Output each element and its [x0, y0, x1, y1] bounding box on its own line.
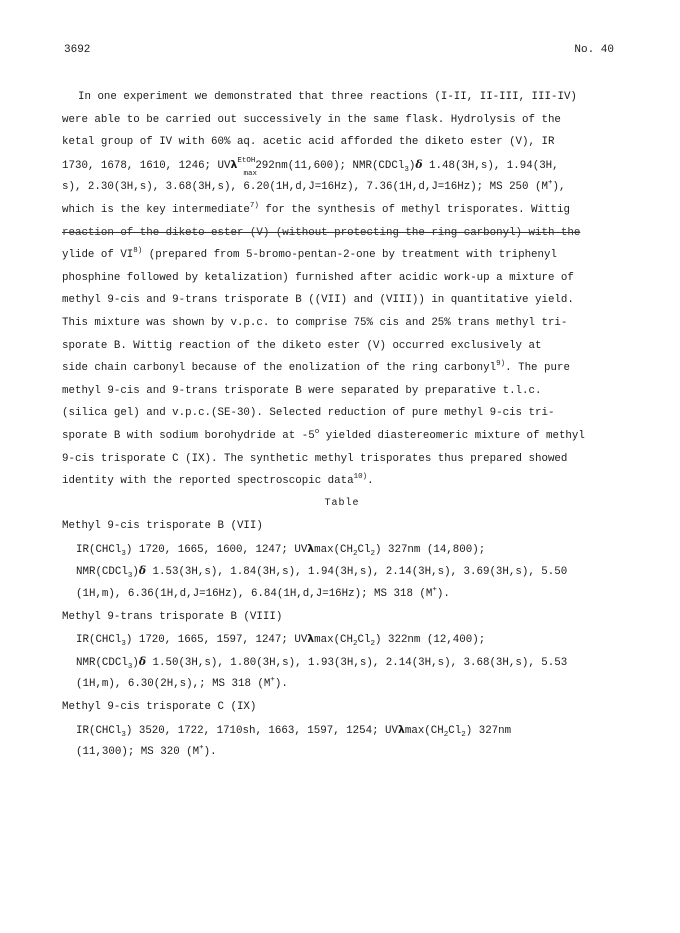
- page-number: 3692: [64, 44, 91, 56]
- compound-name: Methyl 9-cis trisporate B (VII): [62, 520, 263, 533]
- table-line: IR(CHCl$_3$) 1720, 1665, 1597, 1247; $UV\lambda\max(CH_2Cl_2)$ 322nm (12,400);: [76, 632, 486, 649]
- reference-8: 8): [133, 247, 143, 256]
- reference-9: 9): [496, 360, 506, 369]
- text-line: were able to be carried out successively in the same flask. Hydrolysis of the: [62, 113, 561, 126]
- reference-7: 7): [249, 201, 259, 210]
- text-line: ylide of VI$^{8)}$ (prepared from 5-bromo-pentan-2-one by treatment with triphenyl: [62, 247, 557, 262]
- main-text: [62, 86, 622, 764]
- table-line: (1H,m), 6.30(2H,s),; MS 318 (M+).: [76, 676, 288, 691]
- reference-10: 10): [353, 473, 368, 482]
- text-line: which is the key intermediate$^{7)}$ for the synthesis of methyl trisporates. Wittig: [62, 201, 570, 216]
- table-line: IR(CHCl$_3$) 1720, 1665, 1600, 1247; $UV\lambda\max(CH_2Cl_2)$ 327nm (14,800);: [76, 541, 486, 558]
- table-line: IR(CHCl$_3$) 3520, 1722, 1710sh, 1663, 1597, 1254; $UV\lambda\max(CH_2Cl_2)$ 327nm: [76, 722, 512, 739]
- text-line: 9-cis trisporate C (IX). The synthetic methyl trisporates thus prepared showed: [62, 452, 568, 465]
- text-line: s), 2.30(3H,s), 3.68(3H,s), 6.20(1H,d,J=16Hz), 7.36(1H,d,J=16Hz); MS 250 (M+),: [62, 179, 566, 194]
- text-line: 1730, 1678, 1610, 1246; UVλ$^{EtOH}$ max 292nm(11,600); NMR(CDCl$_3$)δ 1.48(3H,s), 1.94(3H,: [62, 154, 622, 177]
- text-line: phosphine followed by ketalization) furnished after acidic work-up a mixture of: [62, 271, 574, 284]
- issue-number: No. 40: [574, 44, 614, 56]
- text-line: (silica gel) and v.p.c.(SE-30). Selected reduction of pure methyl 9-cis tri-: [62, 407, 555, 420]
- text-line: methyl 9-cis and 9-trans trisporate B ((VII) and (VIII)) in quantitative yield.: [62, 294, 574, 307]
- text-line: reaction of the diketo ester (V) (without protecting the ring carbonyl) with the: [62, 226, 581, 239]
- table-line: (1H,m), 6.36(1H,d,J=16Hz), 6.84(1H,d,J=16Hz); MS 318 (M+).: [76, 586, 450, 601]
- compound-name: Methyl 9-trans trisporate B (VIII): [62, 610, 283, 623]
- uv-lambda-max: $\lambda^{EtOH}$ max: [230, 156, 257, 178]
- text-line: sporate B with sodium borohydride at -5$^o$ yielded diastereomeric mixture of methyl: [62, 427, 585, 442]
- degree-symbol: o: [314, 427, 320, 436]
- text-line: ketal group of IV with 60% aq. acetic acid afforded the diketo ester (V), IR: [62, 136, 555, 149]
- text-line: sporate B. Wittig reaction of the diketo ester (V) occurred exclusively at: [62, 339, 542, 352]
- delta-symbol: δ: [415, 157, 423, 171]
- text-line: side chain carbonyl because of the enolization of the ring carbonyl$^{9)}$. The pure: [62, 360, 570, 375]
- table-line: NMR(CDCl$_3$)δ 1.50(3H,s), 1.80(3H,s), 1.93(3H,s), 2.14(3H,s), 3.68(3H,s), 5.53: [76, 654, 568, 671]
- table-title: Table: [324, 497, 360, 509]
- text-line: methyl 9-cis and 9-trans trisporate B were separated by preparative t.l.c.: [62, 384, 542, 397]
- text-line: This mixture was shown by v.p.c. to comprise 75% cis and 25% trans methyl tri-: [62, 316, 568, 329]
- table-line: (11,300); MS 320 (M+).: [76, 744, 217, 759]
- compound-name: Methyl 9-cis trisporate C (IX): [62, 701, 257, 714]
- text-line: In one experiment we demonstrated that three reactions (I-II, II-III, III-IV): [78, 91, 577, 103]
- text-line: identity with the reported spectroscopic data$^{10)}$.: [62, 473, 374, 488]
- table-line: NMR(CDCl$_3$)δ 1.53(3H,s), 1.84(3H,s), 1.94(3H,s), 2.14(3H,s), 3.69(3H,s), 5.50: [76, 564, 568, 581]
